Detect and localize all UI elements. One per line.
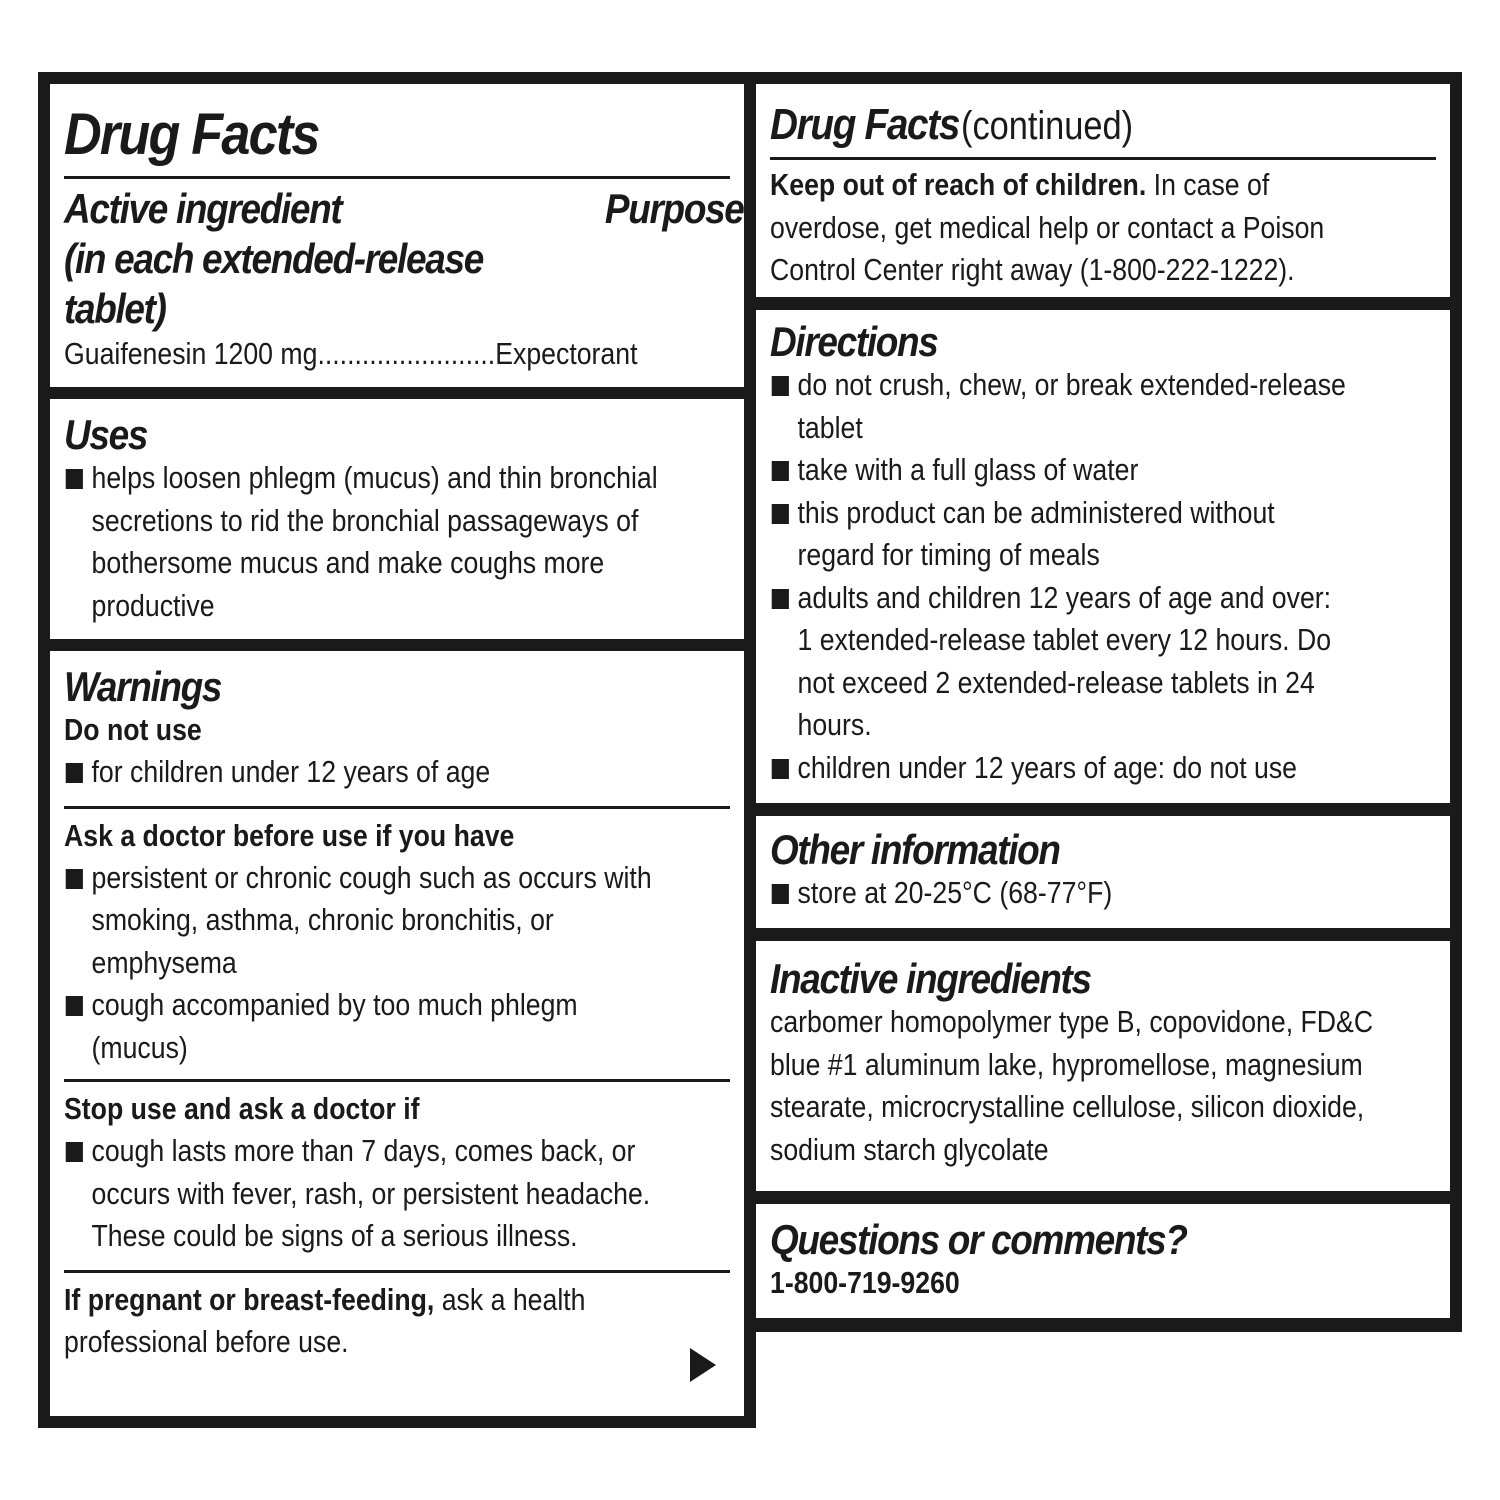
questions-phone: 1-800-719-9260: [770, 1265, 960, 1301]
directions-item: take with a full glass of water: [770, 449, 1462, 492]
bullet-icon: [772, 504, 789, 524]
divider: [64, 1270, 730, 1273]
divider: [770, 157, 1436, 160]
active-heading-2: (in each extended-release: [64, 235, 483, 283]
bullet-icon: [66, 763, 83, 783]
pregnant-warning: If pregnant or breast-feeding, ask a health professional before use.: [64, 1281, 586, 1360]
dot-leader: ........................: [317, 336, 496, 372]
uses-heading: Uses: [64, 411, 148, 458]
left-column: [38, 72, 756, 1428]
divider: [64, 1079, 730, 1082]
stop-use-item: cough lasts more than 7 days, comes back, or occurs with fever, rash, or persistent headache. These could be signs of a serious illness.: [64, 1130, 664, 1258]
ingredient-name: Guaifenesin 1200 mg: [64, 336, 318, 372]
other-info-panel: [756, 816, 1450, 928]
bullet-icon: [66, 469, 83, 489]
directions-item: this product can be administered without regard for timing of meals: [770, 492, 1347, 577]
inactive-text: carbomer homopolymer type B, copovidone, FD&C blue #1 aluminum lake, hypromellose, magnesium stearate, microcrystalline cellulose, silicon dioxide, sodium starch glycolate: [770, 1004, 1374, 1167]
bullet-icon: [772, 376, 789, 396]
inactive-panel: [756, 941, 1450, 1191]
do-not-use-heading: Do not use: [64, 712, 202, 748]
warnings-heading: Warnings: [64, 663, 222, 710]
right-column: [744, 72, 1462, 1332]
directions-item: children under 12 years of age: do not use: [770, 747, 1462, 790]
directions-panel: [756, 310, 1450, 803]
bullet-icon: [66, 869, 83, 889]
bullet-icon: [772, 759, 789, 779]
ask-doctor-item: persistent or chronic cough such as occurs with smoking, asthma, chronic bronchitis, or emphysema: [64, 857, 664, 985]
keep-out-text: Keep out of reach of children. In case of overdose, get medical help or contact a Poison Control Center right away (1-800-222-1222).: [770, 167, 1325, 287]
stop-use-heading: Stop use and ask a doctor if: [64, 1091, 420, 1127]
continued-title: Drug Facts(continued): [770, 100, 1133, 149]
inactive-heading: Inactive ingredients: [770, 955, 1091, 1002]
bullet-icon: [772, 589, 789, 609]
active-ingredient-panel: [50, 84, 744, 387]
ingredient-purpose: Expectorant: [495, 336, 638, 372]
questions-panel: [756, 1204, 1450, 1318]
divider: [64, 176, 730, 179]
questions-heading: Questions or comments?: [770, 1216, 1187, 1263]
active-heading-3: tablet): [64, 285, 166, 333]
bullet-icon: [772, 884, 789, 904]
ask-doctor-item: cough accompanied by too much phlegm (mucus): [64, 984, 664, 1069]
keep-out-panel: [756, 84, 1450, 297]
bullet-icon: [66, 1142, 83, 1162]
active-heading-1: Active ingredient: [64, 185, 342, 232]
purpose-heading: Purpose: [605, 185, 744, 232]
other-info-item: store at 20-25°C (68-77°F): [770, 872, 1462, 915]
directions-heading: Directions: [770, 318, 938, 365]
right-triangle-icon: [690, 1348, 716, 1382]
active-ingredient-row: [64, 333, 728, 376]
other-info-heading: Other information: [770, 826, 1060, 873]
drug-facts-title: Drug Facts: [64, 102, 319, 167]
warnings-panel: [50, 651, 744, 1416]
directions-item: do not crush, chew, or break extended-release tablet: [770, 364, 1405, 449]
do-not-use-item: for children under 12 years of age: [64, 751, 756, 794]
bullet-icon: [66, 996, 83, 1016]
uses-item: helps loosen phlegm (mucus) and thin bronchial secretions to rid the bronchial passageways of bothersome mucus and make coughs more productive: [64, 457, 687, 627]
ask-doctor-heading: Ask a doctor before use if you have: [64, 817, 515, 853]
divider: [64, 806, 730, 809]
bullet-icon: [772, 461, 789, 481]
directions-item: adults and children 12 years of age and over: 1 extended-release tablet every 12 hours. Do not exceed 2 extended-release tablets in 24 hours.: [770, 577, 1342, 747]
uses-panel: [50, 399, 744, 639]
